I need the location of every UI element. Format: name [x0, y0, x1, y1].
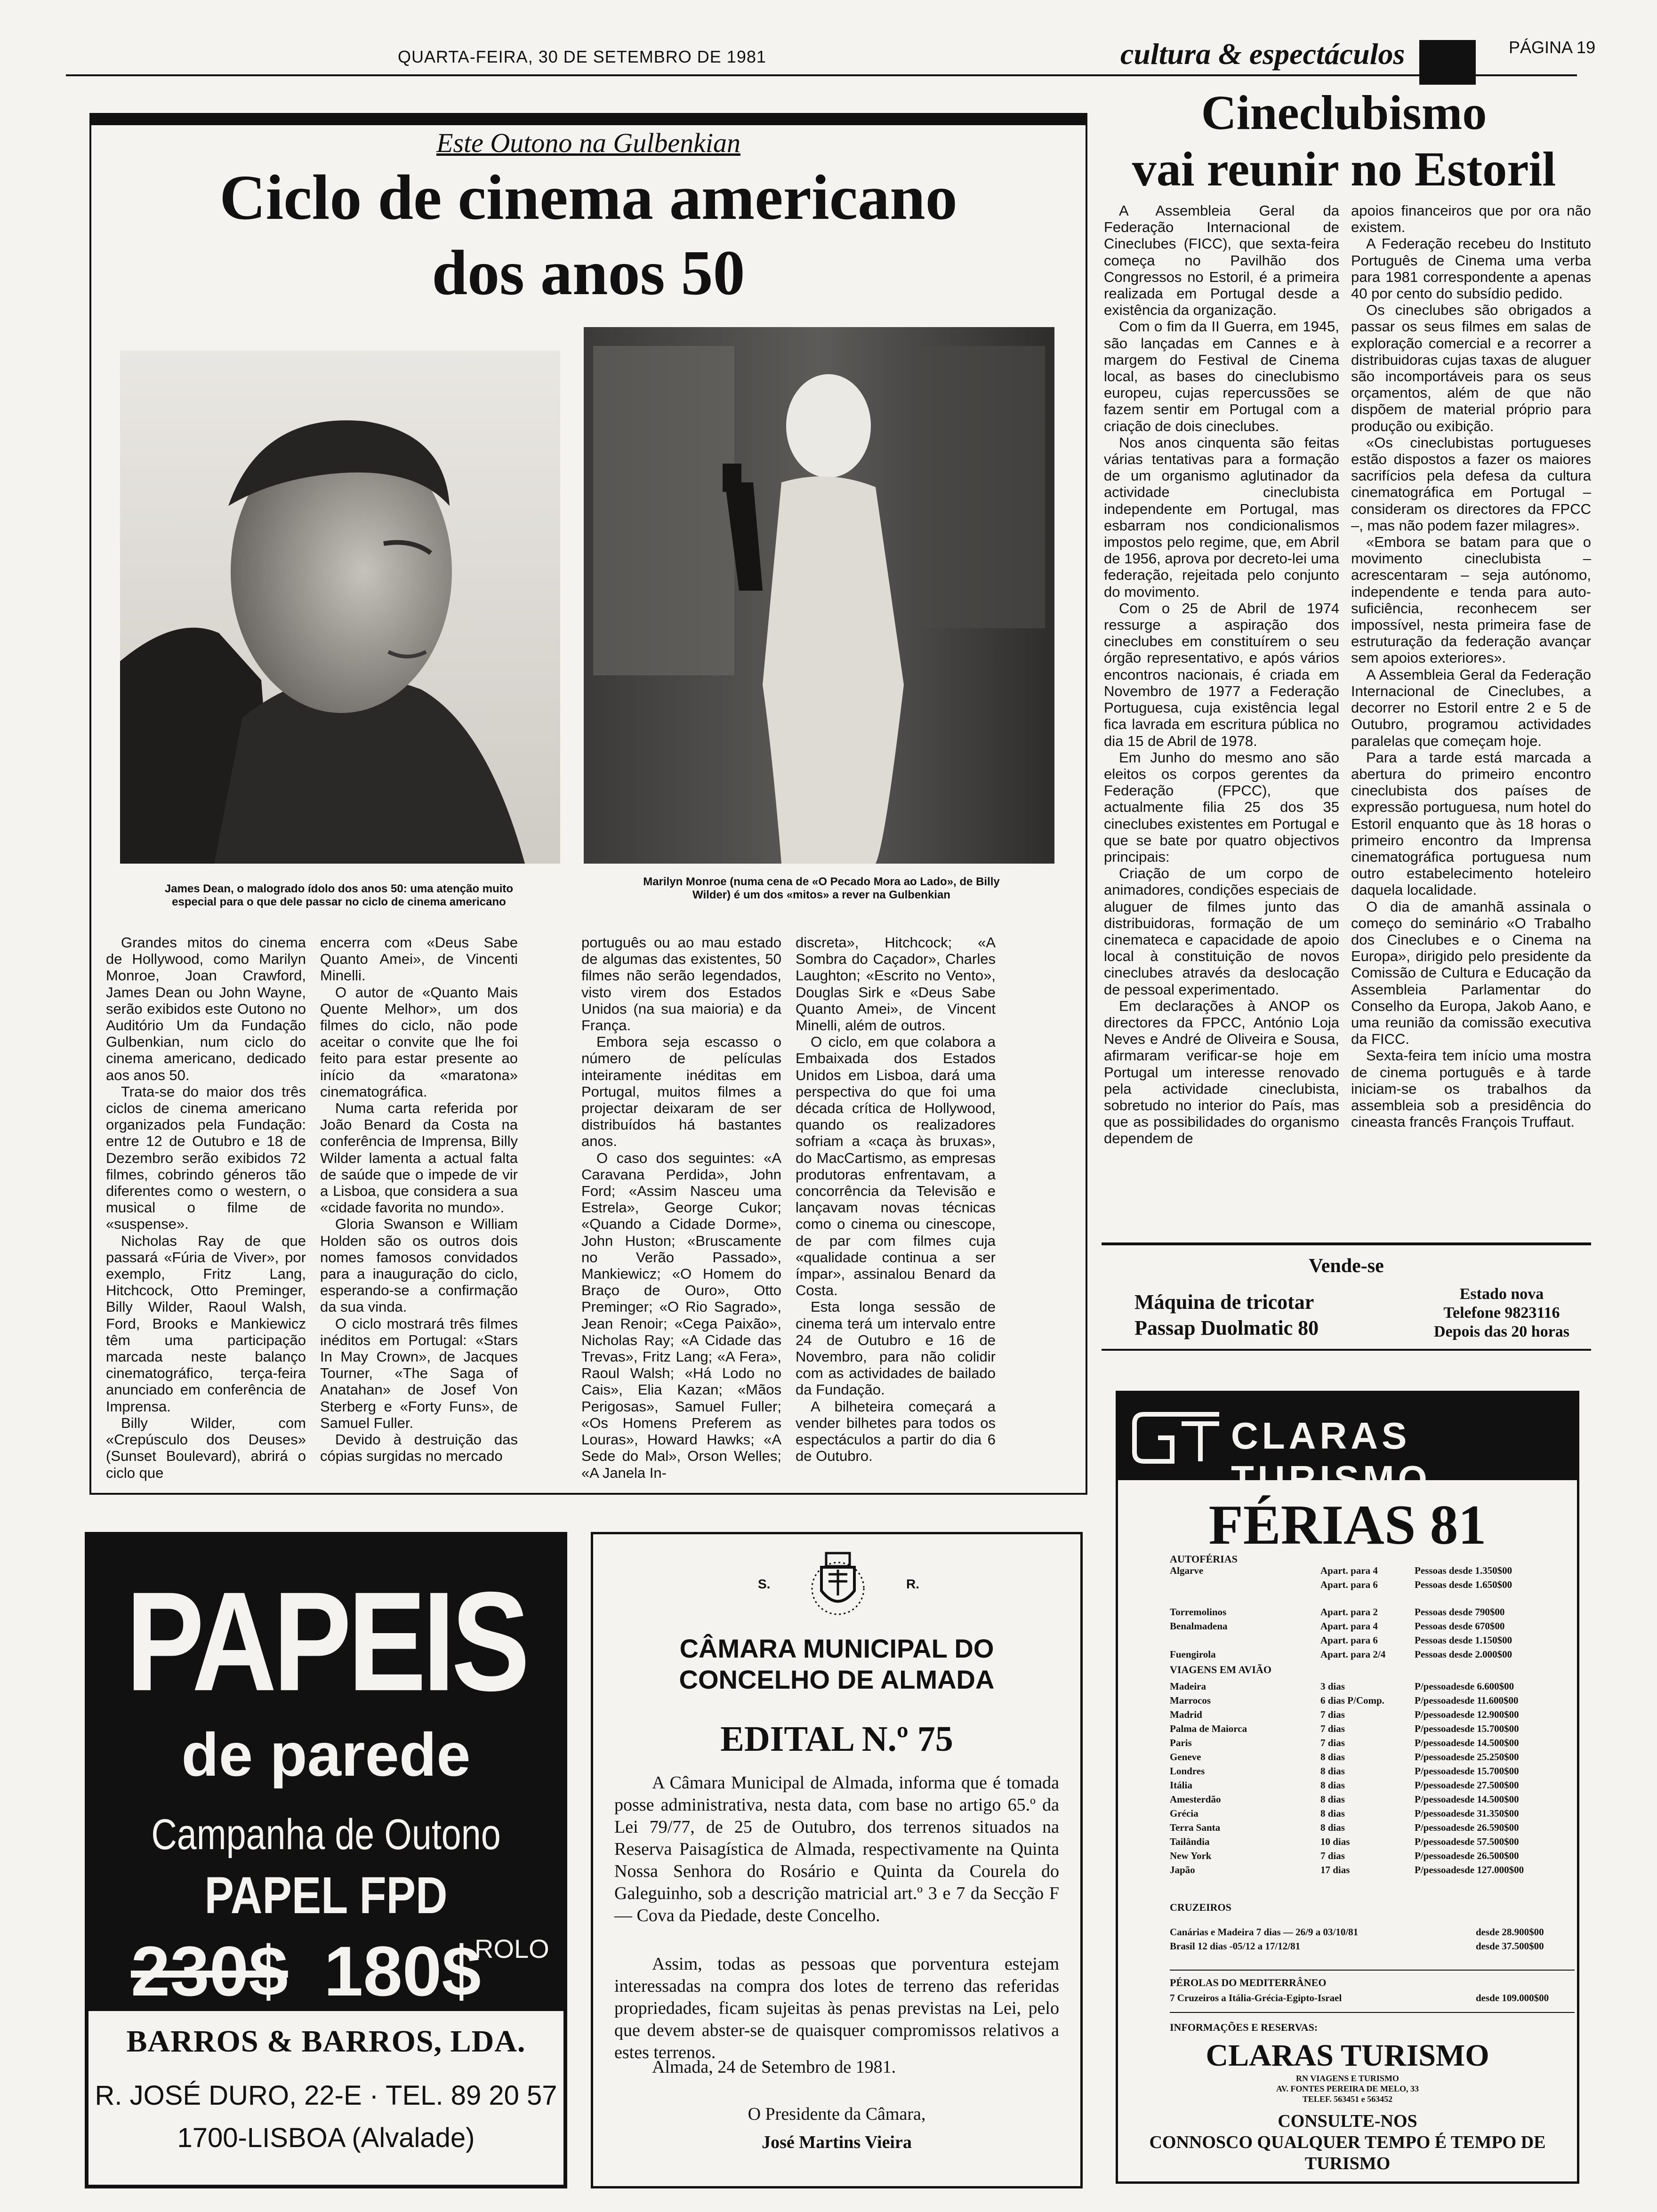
destination: Madeira — [1170, 1681, 1206, 1692]
cineclub-column-2 — [1351, 202, 1591, 1238]
place: Benalmadena — [1170, 1620, 1228, 1632]
paragraph: A Assembleia Geral da Federação Internacional de Cineclubes, a decorrer no Estoril entre 2 e 5 de Outubro, programou actividades paralelas que começam hoje. — [1351, 666, 1591, 749]
cruzeiros-label: CRUZEIROS — [1170, 1901, 1231, 1913]
claras-logo-band — [1118, 1393, 1577, 1500]
paragraph: Sexta-feira tem início uma mostra de cinema português e à tarde iniciam-se os trabalhos da assembleia sob a presidência do cineasta francês François Truffaut. — [1351, 1047, 1591, 1130]
table-row — [1170, 1792, 1575, 1806]
papeis-address-2: 1700-LISBOA (Alvalade) — [177, 2123, 475, 2153]
papeis-new-price: 180$ — [324, 1931, 481, 2011]
papeis-old-price: 230$ — [131, 1931, 288, 2011]
price: Pessoas desde 2.000$00 — [1415, 1649, 1512, 1660]
gulbenkian-column-1 — [106, 934, 306, 1481]
table-row — [1170, 1849, 1575, 1863]
price: P/pessoadesde 127.000$00 — [1415, 1864, 1524, 1875]
marilyn-monroe-photo — [584, 327, 1054, 864]
table-row — [1170, 1736, 1575, 1750]
duration: 8 dias — [1320, 1765, 1345, 1777]
paragraph: O caso dos seguintes: «A Caravana Perdida», John Ford; «Assim Nasceu uma Estrela», George Cukor; «Quando a Cidade Dorme», John Huston; «Bruscamente no Verão Passado», Mankiewicz; «O Homem do Braço de Ouro», Otto Preminger; «O Rio Sagrado», Jean Renoir; «Cega Paixão», Nicholas Ray; «A Cidade das Trevas», Fritz Lang; «A Fera», Raoul Walsh; «Há Lodo no Cais», Elia Kazan; «Mãos Perigosas», Samuel Fuller; «Os Homens Preferem as Louras», Howard Hawks; «A Sede do Mal», Orson Welles; «A Janela In- — [581, 1149, 781, 1481]
place: Fuengirola — [1170, 1649, 1216, 1660]
edital-box — [591, 1532, 1083, 2188]
price: desde 28.900$00 — [1476, 1926, 1544, 1938]
table-row — [1170, 1764, 1575, 1778]
duration: 8 dias — [1320, 1751, 1345, 1763]
paragraph: A bilheteira começará a vender bilhetes para todos os espectáculos a partir do dia 6 de Outubro. — [796, 1398, 996, 1465]
paragraph: discreta», Hitchcock; «A Sombra do Caçador», Charles Laughton; «Escrito no Vento», Douglas Sirk e «Deus Sabe Quanto Amei», de Vincent Minelli, além de outros. — [796, 934, 996, 1034]
paragraph: A Assembleia Geral da Federação Internacional de Cineclubes (FICC), que sexta-feira começa no Pavilhão dos Congressos no Estoril, é a primeira realizada em Portugal desde a existência da organização. — [1104, 202, 1339, 319]
price: Pessoas desde 1.350$00 — [1415, 1565, 1512, 1576]
destination: Marrocos — [1170, 1695, 1211, 1706]
paragraph: Trata-se do maior dos três ciclos de cinema americano organizados pela Fundação: entre 12 de Outubro e 18 de Dezembro serão exibidos 72 filmes, cobrindo géneros tão diferentes como o western, o musical o filme de «suspense». — [106, 1083, 306, 1233]
perolas-label: PÉROLAS DO MEDITERRÂNEO — [1170, 1977, 1327, 1988]
destination: Madrid — [1170, 1709, 1202, 1720]
price: P/pessoadesde 6.600$00 — [1415, 1681, 1514, 1692]
papeis-address-1: R. JOSÉ DURO, 22-E · TEL. 89 20 57 — [95, 2080, 557, 2111]
perolas-row — [1170, 1991, 1575, 2005]
claras-ad — [1116, 1391, 1579, 2184]
gulbenkian-column-2 — [320, 934, 518, 1471]
paragraph: Grandes mitos do cinema de Hollywood, como Marilyn Monroe, Joan Crawford, James Dean ou John Wayne, serão exibidos este Outono no Auditório Um da Fundação Gulbenkian, num ciclo do cinema americano, dedicado aos anos 50. — [106, 934, 306, 1083]
destination: Japão — [1170, 1864, 1195, 1875]
paragraph: «Os cineclubistas portugueses estão dispostos a fazer os maiores sacrifícios pela defesa da cultura cinematográfica em Portugal – consideram os directores da FPCC –, mas não podem fazer milagres». — [1351, 434, 1591, 534]
table-row — [1170, 1750, 1575, 1764]
paragraph: Para a tarde está marcada a abertura do primeiro encontro cineclubista dos países de expressão portuguesa, num hotel do Estoril enquanto que às 18 horas o primeiro encontro da Imprensa cinematográfica portuguesa num outro estabelecimento hoteleiro daquela localidade. — [1351, 749, 1591, 898]
table-row — [1170, 1679, 1575, 1693]
paragraph: Numa carta referida por João Benard da Costa na conferência de Imprensa, Billy Wilder lamenta a actual falta de saúde que o impede de vir a Lisboa, que considera a sua «cidade favorita no mundo». — [320, 1100, 518, 1216]
table-row — [1170, 1939, 1575, 1953]
paragraph: Gloria Swanson e William Holden são os outros dois nomes famosos convidados para a inauguração do ciclo, esperando-se a confirmação da sua vinda. — [320, 1216, 518, 1315]
duration: 8 dias — [1320, 1794, 1345, 1805]
claras-logo-icon — [1130, 1405, 1224, 1471]
cruise: 7 Cruzeiros a Itália-Grécia-Egipto-Israel — [1170, 1992, 1342, 2004]
price: Pessoas desde 790$00 — [1415, 1606, 1505, 1618]
claras-divider-1 — [1170, 1970, 1575, 1971]
marilyn-monroe-image — [584, 327, 1054, 864]
duration: 8 dias — [1320, 1808, 1345, 1819]
paragraph: Com o fim da II Guerra, em 1945, são lançadas em Cannes e à margem do Festival de Cinema local, as bases do cineclubismo europeu, cujas repercussões se fazem sentir em Portugal com a criação de dois cineclubes. — [1104, 318, 1339, 434]
paragraph: O ciclo mostrará três filmes inéditos em Portugal: «Stars In May Crown», de Jacques Tourner, «The Saga of Anatahan» de Josef Von Sterberg e «Forty Funs», de Samuel Fuller. — [320, 1315, 518, 1431]
gulbenkian-top-bar — [89, 113, 1087, 125]
gulbenkian-column-3 — [581, 934, 781, 1481]
header-date: QUARTA-FEIRA, 30 DE SETEMBRO DE 1981 — [398, 47, 766, 66]
section-block — [1419, 40, 1476, 85]
paragraph: «Embora se batam para que o movimento cineclubista – acrescentaram – seja autónomo, independente e tenda para auto-suficiência, reconhecem ser impossível, nesta primeira fase de estruturação da federação avançar sem apoios exteriores». — [1351, 534, 1591, 666]
table-row — [1170, 1578, 1575, 1592]
option: Apart. para 4 — [1320, 1565, 1378, 1576]
place: Algarve — [1170, 1565, 1204, 1576]
paragraph: Devido à destruição das cópias surgidas no mercado — [320, 1431, 518, 1465]
page-number: PÁGINA 19 — [1509, 38, 1596, 57]
price: P/pessoadesde 12.900$00 — [1415, 1709, 1519, 1720]
info-label: INFORMAÇÕES E RESERVAS: — [1170, 2021, 1318, 2033]
claras-consult-1: CONSULTE-NOS — [1278, 2111, 1417, 2131]
gulbenkian-kicker: Este Outono na Gulbenkian — [436, 128, 740, 158]
james-dean-photo — [120, 351, 560, 864]
edital-number: EDITAL N.º 75 — [720, 1719, 953, 1759]
monroe-caption-line-1: Marilyn Monroe (numa cena de «O Pecado Mora ao Lado», de Billy — [643, 875, 1000, 888]
paragraph: Nicholas Ray de que passará «Fúria de Viver», por exemplo, Fritz Lang, Hitchcock, Otto Preminger, Billy Wilder, Raoul Walsh, Ford, Brooks e Mankiewicz têm uma participação marcada neste balanço cinematográfico, terça-feira anunciado em conferência de Imprensa. — [106, 1232, 306, 1415]
price: P/pessoadesde 26.590$00 — [1415, 1822, 1519, 1833]
table-row — [1170, 1722, 1575, 1736]
paragraph: A Federação recebeu do Instituto Português de Cinema uma verba para 1981 correspondente a apenas 40 por cento do subsídio pedido. — [1351, 235, 1591, 302]
destination: Tailândia — [1170, 1836, 1210, 1847]
seal-left-label: S. — [758, 1577, 771, 1591]
paragraph: Criação de um corpo de animadores, condições especiais de aluguer de filmes junto das distribuidoras, formação de um cinemateca e capacidade de apoio local à constituição de novos cineclubes através da deslocação de pessoal experimentado. — [1104, 865, 1339, 998]
papeis-company: BARROS & BARROS, LDA. — [126, 2024, 526, 2059]
edital-paragraph-1: A Câmara Municipal de Almada, informa que é tomada posse administrativa, nesta data, com base no artigo 65.º da Lei 79/77, de 25 de Outubro, dos terrenos situados na Reserva Paisagística de Almada, respectivamente na Quinta Nossa Senhora do Rosário e Quinta da Courela do Galeguinho, sob a descrição matricial art.º 3 e 7 da Secção F — Cova da Piedade, deste Concelho. — [614, 1773, 1059, 1925]
paragraph: O autor de «Quanto Mais Quente Melhor», um dos filmes do ciclo, não pode aceitar o convite que lhe foi feito para estar presente ao início da «maratona» cinematográfica. — [320, 984, 518, 1100]
classified-right-2: Telefone 9823116 — [1443, 1304, 1560, 1322]
destination: Grécia — [1170, 1808, 1199, 1819]
option: Apart. para 4 — [1320, 1620, 1378, 1632]
duration: 3 dias — [1320, 1681, 1345, 1692]
table-row — [1170, 1647, 1575, 1661]
edital-title-2: CONCELHO DE ALMADA — [679, 1665, 995, 1694]
cruzeiros-table — [1170, 1925, 1575, 1953]
table-row — [1170, 1619, 1575, 1633]
dean-caption-line-2: especial para o que dele passar no ciclo de cinema americano — [172, 896, 506, 908]
edital-title-1: CÂMARA MUNICIPAL DO — [679, 1634, 994, 1663]
price: P/pessoadesde 14.500$00 — [1415, 1737, 1519, 1748]
option: Apart. para 6 — [1320, 1635, 1378, 1646]
viagens-table — [1170, 1679, 1575, 1877]
destination: Londres — [1170, 1765, 1205, 1777]
claras-sub-2: AV. FONTES PEREIRA DE MELO, 33 — [1276, 2084, 1419, 2093]
price: P/pessoadesde 15.700$00 — [1415, 1723, 1519, 1734]
paragraph: Billy Wilder, com «Crepúsculo dos Deuses» (Sunset Boulevard), abrirá o ciclo que — [106, 1414, 306, 1481]
papeis-product: PAPEL FPD — [204, 1867, 448, 1924]
cineclub-headline-2: vai reunir no Estoril — [1132, 142, 1556, 196]
edital-paragraph-2: Assim, todas as pessoas que porventura estejam interessadas na compra dos lotes de terreno das referidas propriedades, ficam sujeitas às penas previstas na Lei, pelo que devem abster-se de quaisquer compromissos relativos a estes terrenos. — [614, 1954, 1059, 2062]
duration: 7 dias — [1320, 1850, 1345, 1861]
table-row — [1170, 1820, 1575, 1835]
dean-caption-line-1: James Dean, o malogrado ídolo dos anos 50: uma atenção muito — [164, 882, 514, 895]
cruise: Brasil 12 dias -05/12 a 17/12/81 — [1170, 1940, 1301, 1952]
claras-logo-text: CLARAS TURISMO — [1231, 1415, 1431, 1500]
destination: Itália — [1170, 1779, 1192, 1791]
papeis-campaign: Campanha de Outono — [151, 1811, 501, 1859]
claras-sub-1: RN VIAGENS E TURISMO — [1296, 2074, 1399, 2083]
table-row — [1170, 1605, 1575, 1619]
paragraph: Os cineclubes são obrigados a passar os seus filmes em salas de exploração comercial e a recorrer a distribuidoras cujas taxas de aluguer são incomportáveis para os seus orçamentos, além de que não dispõem de material próprio para produção ou exibição. — [1351, 302, 1591, 434]
destination: Paris — [1170, 1737, 1192, 1748]
classified-box — [1102, 1242, 1591, 1351]
paragraph: apoios financeiros que por ora não existem. — [1351, 202, 1591, 236]
duration: 17 dias — [1320, 1864, 1350, 1875]
viagens-label: VIAGENS EM AVIÃO — [1170, 1664, 1271, 1675]
duration: 7 dias — [1320, 1737, 1345, 1748]
duration: 7 dias — [1320, 1723, 1345, 1734]
classified-right-3: Depois das 20 horas — [1433, 1323, 1570, 1340]
place — [1170, 1578, 1320, 1592]
price: desde 37.500$00 — [1476, 1940, 1544, 1952]
claras-company-name: CLARAS TURISMO — [1206, 2038, 1489, 2073]
cruise: Canárias e Madeira 7 dias — 26/9 a 03/10/81 — [1170, 1926, 1359, 1938]
duration: 8 dias — [1320, 1779, 1345, 1791]
duration: 7 dias — [1320, 1709, 1345, 1720]
cineclub-column-1 — [1104, 202, 1339, 1238]
paragraph: Em declarações à ANOP os directores da FPCC, António Loja Neves e André de Oliveira e Sousa, afirmaram verificar-se hoje em Portugal um interesse renovado pela actividade cineclubista, sobretudo no interior do País, mas que as possibilidades do organismo dependem de — [1104, 997, 1339, 1147]
option: Apart. para 6 — [1320, 1579, 1378, 1590]
price: P/pessoadesde 25.250$00 — [1415, 1751, 1519, 1763]
papeis-unit: ROLO — [475, 1934, 549, 1964]
price: P/pessoadesde 11.600$00 — [1415, 1695, 1519, 1706]
paragraph: O dia de amanhã assinala o começo do seminário «O Trabalho dos Cineclubes e o Cinema na Europa», dirigido pelo presidente da Comissão de Cultura e Educação da Assembleia Parlamentar do Conselho da Europa, Jakob Aano, e uma reunião da comissão executiva da FICC. — [1351, 898, 1591, 1048]
papeis-ad — [85, 1532, 567, 2188]
paragraph: encerra com «Deus Sabe Quanto Amei», de Vincenti Minelli. — [320, 934, 518, 984]
place — [1170, 1633, 1320, 1647]
table-row — [1170, 1707, 1575, 1722]
table-row — [1170, 1835, 1575, 1849]
edital-date: Almada, 24 de Setembro de 1981. — [652, 2057, 896, 2077]
destination: Amesterdão — [1170, 1794, 1221, 1805]
option: Apart. para 2/4 — [1320, 1649, 1386, 1660]
paragraph: O ciclo, em que colabora a Embaixada dos Estados Unidos em Lisboa, dará uma perspectiva do que foi uma década crítica de Hollywood, quando os realizadores sofriam a «caça às bruxas», do MacCartismo, as empresas produtoras enfrentavam, a concorrência da Televisão e lançavam novas técnicas como o cinema ou cinescope, de par com filmes cuja «qualidade continua a ser ímpar», assinalou Benard da Costa. — [796, 1034, 996, 1299]
edital-signoff: O Presidente da Câmara, — [748, 2104, 926, 2124]
price: Pessoas desde 670$00 — [1415, 1620, 1505, 1632]
autoferias-table — [1170, 1563, 1575, 1661]
table-row — [1170, 1863, 1575, 1877]
option: Apart. para 2 — [1320, 1606, 1378, 1618]
papeis-headline: PAPEIS — [126, 1563, 526, 1720]
duration: 10 dias — [1320, 1836, 1350, 1847]
destination: Terra Santa — [1170, 1822, 1221, 1833]
destination: Palma de Maiorca — [1170, 1723, 1247, 1734]
claras-sub-3: TELEF. 563451 e 563452 — [1302, 2094, 1393, 2104]
gulbenkian-headline-1: Ciclo de cinema americano — [219, 162, 957, 233]
duration: 8 dias — [1320, 1822, 1345, 1833]
table-row — [1170, 1991, 1575, 2005]
table-row — [1170, 1806, 1575, 1820]
price: desde 109.000$00 — [1476, 1992, 1549, 2004]
table-row — [1170, 1778, 1575, 1792]
paragraph: Com o 25 de Abril de 1974 ressurge a aspiração dos cineclubes em constituírem o seu órgão representativo, e após vários encontros nacionais, é criada em Novembro de 1977 a Federação Portuguesa, cuja existência legal fica lavrada em escritura pública no dia 15 de Abril de 1978. — [1104, 600, 1339, 749]
monroe-caption-line-2: Wilder) é um dos «mitos» a rever na Gulbenkian — [692, 889, 950, 901]
paragraph: português ou ao mau estado de algumas das existentes, 50 filmes não serão legendados, visto virem dos Estados Unidos (na sua maioria) e da França. — [581, 934, 781, 1034]
seal-right-label: R. — [906, 1577, 919, 1591]
table-row — [1170, 1633, 1575, 1647]
price: P/pessoadesde 15.700$00 — [1415, 1765, 1519, 1777]
classified-title: Vende-se — [1309, 1255, 1384, 1277]
crest-icon — [805, 1546, 871, 1619]
paragraph: Nos anos cinquenta são feitas várias tentativas para a formação de um organismo aglutinador da actividade cineclubista independente em Portugal, mas esbarram nos condicionalismos impostos pelo regime, que, em Abril de 1956, aprova por decreto-lei uma federação, rejeitada pelo conjunto do movimento. — [1104, 434, 1339, 600]
paragraph: Embora seja escasso o número de películas inteiramente inéditas em Portugal, muitos filmes a projectar deixaram de ser distribuídos há bastantes anos. — [581, 1034, 781, 1150]
edital-president-name: José Martins Vieira — [762, 2132, 912, 2152]
header-rule — [66, 74, 1577, 76]
classified-left-1: Máquina de tricotar — [1134, 1290, 1314, 1314]
classified-left-2: Passap Duolmatic 80 — [1134, 1316, 1319, 1339]
table-row — [1170, 1925, 1575, 1939]
paragraph: Esta longa sessão de cinema terá um intervalo entre 24 de Outubro e 16 de Novembro, para não colidir com as actividades de bailado da Fundação. — [796, 1298, 996, 1398]
gulbenkian-column-4 — [796, 934, 996, 1471]
price: P/pessoadesde 57.500$00 — [1415, 1836, 1519, 1847]
price: P/pessoadesde 14.500$00 — [1415, 1794, 1519, 1805]
claras-title: FÉRIAS 81 — [1208, 1493, 1487, 1556]
destination: Geneve — [1170, 1751, 1201, 1763]
place: Torremolinos — [1170, 1606, 1227, 1618]
price: Pessoas desde 1.650$00 — [1415, 1579, 1512, 1590]
price: P/pessoadesde 26.500$00 — [1415, 1850, 1519, 1861]
james-dean-image — [120, 351, 560, 864]
classified-right-1: Estado nova — [1459, 1285, 1544, 1303]
price: Pessoas desde 1.150$00 — [1415, 1635, 1512, 1646]
autoferias-label: AUTOFÉRIAS — [1170, 1553, 1238, 1565]
table-row — [1170, 1563, 1575, 1578]
almada-seal — [805, 1546, 871, 1619]
section-title: cultura & espectáculos — [1120, 37, 1405, 71]
claras-consult-3: TURISMO — [1304, 2154, 1391, 2173]
claras-divider-2 — [1170, 2012, 1575, 2013]
duration: 6 dias P/Comp. — [1320, 1695, 1384, 1706]
price: P/pessoadesde 31.350$00 — [1415, 1808, 1519, 1819]
claras-consult-2: CONNOSCO QUALQUER TEMPO É TEMPO DE — [1149, 2132, 1546, 2152]
gulbenkian-headline-2: dos anos 50 — [432, 238, 745, 308]
destination: New York — [1170, 1850, 1212, 1861]
cineclub-headline-1: Cineclubismo — [1201, 86, 1487, 140]
paragraph: Em Junho do mesmo ano são eleitos os corpos gerentes da Federação (FPCC), que actualmente filia 25 dos 35 cineclubes existentes em Portugal e que se bate por quatro objectivos principais: — [1104, 749, 1339, 865]
papeis-subhead: de parede — [181, 1720, 471, 1789]
price: P/pessoadesde 27.500$00 — [1415, 1779, 1519, 1791]
table-row — [1170, 1693, 1575, 1707]
